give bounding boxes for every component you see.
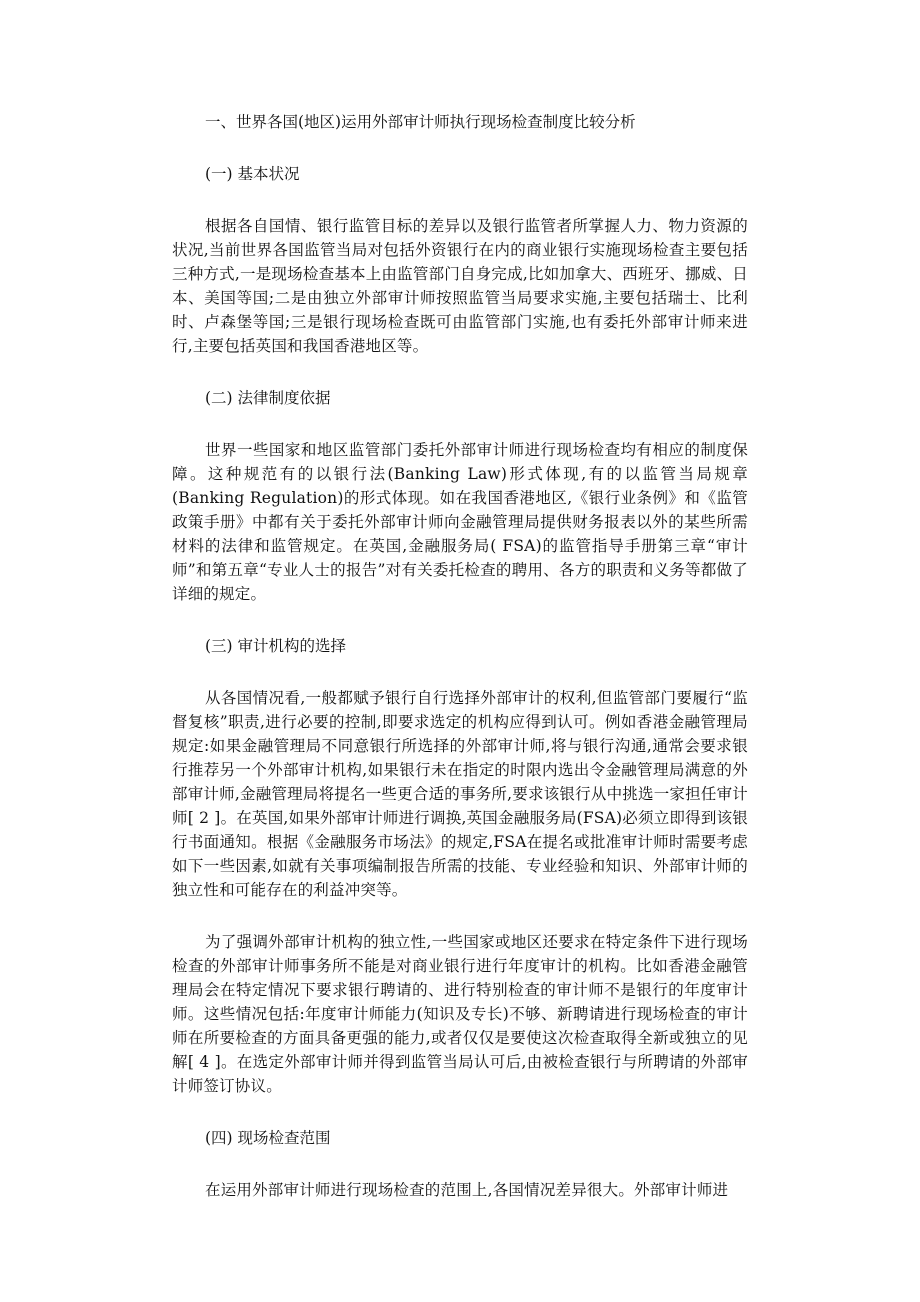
paragraph-audit-selection-2: 为了强调外部审计机构的独立性,一些国家或地区还要求在特定条件下进行现场检查的外部审计师事务所不能是对商业银行进行年度审计的机构。比如香港金融管理局会在特定情况下要求银行聘请的、进行特别检查的审计师不是银行的年度审计师。这些情况包括:年度审计师能力(知识及专长)不够、新聘请进行现场检查的审计师在所要检查的方面具备更强的能力,或者仅仅是要使这次检查取得全新或独立的见解[ 4 ]。在选定外部审计师并得到监管当局认可后,由被检查银行与所聘请的外部审计师签订协议。 [172,933,748,1095]
document-title: 一、世界各国(地区)运用外部审计师执行现场检查制度比较分析 [205,113,636,131]
section-heading-legal-basis: (二) 法律制度依据 [205,389,331,407]
section-heading-basic-situation: (一) 基本状况 [205,165,300,183]
document-body [172,110,748,1202]
section-heading-audit-selection: (三) 审计机构的选择 [205,637,347,655]
paragraph-basic-situation: 根据各自国情、银行监管目标的差异以及银行监管者所掌握人力、物力资源的状况,当前世界各国监管当局对包括外资银行在内的商业银行实施现场检查主要包括三种方式,一是现场检查基本上由监管部门自身完成,比如加拿大、西班牙、挪威、日本、美国等国;二是由独立外部审计师按照监管当局要求实施,主要包括瑞士、比利时、卢森堡等国;三是银行现场检查既可由监管部门实施,也有委托外部审计师来进行,主要包括英国和我国香港地区等。 [172,217,748,355]
paragraph-audit-selection-1: 从各国情况看,一般都赋予银行自行选择外部审计的权利,但监管部门要履行“监督复核”职责,进行必要的控制,即要求选定的机构应得到认可。例如香港金融管理局规定:如果金融管理局不同意银行所选择的外部审计师,将与银行沟通,通常会要求银行推荐另一个外部审计机构,如果银行未在指定的时限内选出令金融管理局满意的外部审计师,金融管理局将提名一些更合适的事务所,要求该银行从中挑选一家担任审计师[ 2 ]。在英国,如果外部审计师进行调换,英国金融服务局(FSA)必须立即得到该银行书面通知。根据《金融服务市场法》的规定,FSA在提名或批准审计师时需要考虑如下一些因素,如就有关事项编制报告所需的技能、专业经验和知识、外部审计师的独立性和可能存在的利益冲突等。 [172,689,748,899]
paragraph-inspection-scope: 在运用外部审计师进行现场检查的范围上,各国情况差异很大。外部审计师进 [205,1181,729,1199]
section-heading-inspection-scope: (四) 现场检查范围 [205,1129,331,1147]
paragraph-legal-basis: 世界一些国家和地区监管部门委托外部审计师进行现场检查均有相应的制度保障。这种规范有的以银行法(Banking Law)形式体现,有的以监管当局规章(Banking Regulation)的形式体现。如在我国香港地区,《银行业条例》和《监管政策手册》中都有关于委托外部审计师向金融管理局提供财务报表以外的某些所需材料的法律和监管规定。在英国,金融服务局( FSA)的监管指导手册第三章“审计师”和第五章“专业人士的报告”对有关委托检查的聘用、各方的职责和义务等都做了详细的规定。 [172,441,748,603]
